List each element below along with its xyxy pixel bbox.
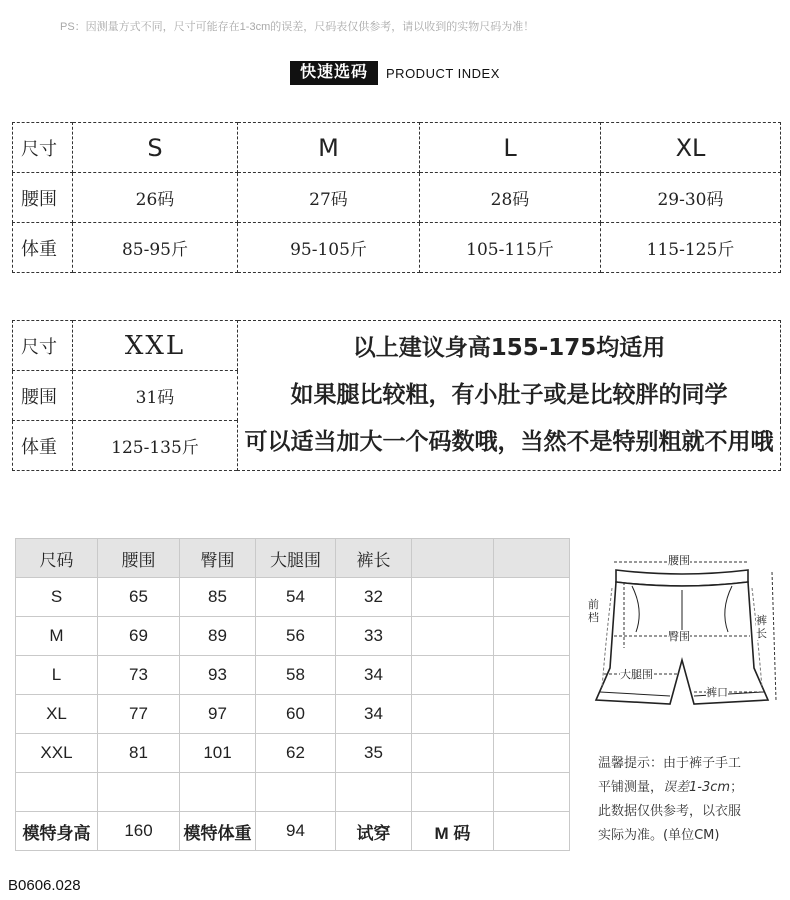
measurement-note: PS：因测量方式不同，尺寸可能存在1-3cm的误差，尺码表仅供参考，请以收到的实物尺码为准！: [60, 21, 535, 33]
cell: 73: [98, 656, 180, 695]
advice-line: 以上建议身高155-175均适用: [352, 335, 666, 361]
cell: [494, 617, 570, 656]
waist-cell: 28码: [420, 173, 601, 223]
cell: [494, 734, 570, 773]
weight-cell: 85-95斤: [73, 223, 238, 273]
advice-line: 如果腿比较粗，有小肚子或是比较胖的同学: [290, 382, 728, 408]
row-label: 体重: [13, 223, 73, 273]
row-label: 尺寸: [13, 123, 73, 173]
index-title-en: PRODUCT INDEX: [386, 65, 500, 81]
header-cell: 腰围: [98, 539, 180, 578]
cell: [494, 812, 570, 851]
table-row: [16, 734, 570, 773]
tip-text: 平铺测量，: [598, 780, 664, 795]
thigh-label: 大腿围: [620, 668, 653, 681]
table-row: [16, 773, 570, 812]
header-cell: 尺码: [16, 539, 98, 578]
cell: 81: [98, 734, 180, 773]
measurement-tip: [598, 752, 783, 848]
header-cell: 臀围: [180, 539, 256, 578]
table-row: [16, 617, 570, 656]
size-cell: XL: [601, 123, 781, 173]
cell: 58: [256, 656, 336, 695]
cell: [412, 617, 494, 656]
cell: L: [16, 656, 98, 695]
weight-cell: 105-115斤: [420, 223, 601, 273]
waist-cell: 27码: [238, 173, 420, 223]
hem-label: 裤口: [706, 686, 728, 699]
front-rise-label: 前档: [588, 598, 599, 624]
shorts-diagram: [582, 548, 782, 728]
size-cell: L: [420, 123, 601, 173]
cell: 89: [180, 617, 256, 656]
waist-cell: 31码: [73, 371, 238, 421]
cell: [98, 773, 180, 812]
size-advice: [238, 321, 781, 471]
cell: [16, 773, 98, 812]
weight-cell: 115-125斤: [601, 223, 781, 273]
cell: 56: [256, 617, 336, 656]
tip-error-range: 误差1-3cm: [663, 780, 731, 795]
tip-line: 实际为准。(单位CM): [598, 828, 720, 843]
table-row: [13, 123, 781, 173]
header-cell: [494, 539, 570, 578]
table-row: [13, 321, 781, 371]
waist-cell: 26码: [73, 173, 238, 223]
cell: 32: [336, 578, 412, 617]
cell: 69: [98, 617, 180, 656]
header-cell: 裤长: [336, 539, 412, 578]
cell: [494, 695, 570, 734]
cell: [336, 773, 412, 812]
cell: 33: [336, 617, 412, 656]
cell: [494, 656, 570, 695]
cell: 62: [256, 734, 336, 773]
quick-size-table: [12, 122, 781, 273]
cell: [494, 578, 570, 617]
cell: 34: [336, 656, 412, 695]
index-title-cn: 快速选码: [290, 61, 378, 85]
row-label: 体重: [13, 421, 73, 471]
tip-line: 此数据仅供参考，以衣服: [598, 804, 742, 819]
product-index-title: [290, 61, 500, 85]
cell: S: [16, 578, 98, 617]
fitting-size: M 码: [412, 812, 494, 851]
cell: 85: [180, 578, 256, 617]
model-row: [16, 812, 570, 851]
weight-cell: 125-135斤: [73, 421, 238, 471]
header-row: [16, 539, 570, 578]
table-row: [16, 656, 570, 695]
length-label: 裤长: [756, 614, 767, 640]
fitting-label: 试穿: [336, 812, 412, 851]
row-label: 腰围: [13, 371, 73, 421]
header-cell: [412, 539, 494, 578]
header-cell: 大腿围: [256, 539, 336, 578]
table-row: [16, 695, 570, 734]
size-cell: M: [238, 123, 420, 173]
tip-line: [598, 776, 783, 800]
cell: [412, 695, 494, 734]
cell: [256, 773, 336, 812]
table-row: [13, 223, 781, 273]
waist-cell: 29-30码: [601, 173, 781, 223]
cell: 77: [98, 695, 180, 734]
measurement-table: [15, 538, 570, 851]
cell: [412, 656, 494, 695]
model-weight-label: 模特体重: [180, 812, 256, 851]
cell: 93: [180, 656, 256, 695]
model-weight-value: 94: [256, 812, 336, 851]
cell: XL: [16, 695, 98, 734]
cell: 34: [336, 695, 412, 734]
table-row: [16, 578, 570, 617]
cell: [412, 734, 494, 773]
cell: 65: [98, 578, 180, 617]
hip-label: 臀围: [668, 630, 690, 643]
waist-label: 腰围: [668, 554, 690, 567]
row-label: 腰围: [13, 173, 73, 223]
cell: [180, 773, 256, 812]
cell: [412, 773, 494, 812]
cell: 101: [180, 734, 256, 773]
row-label: 尺寸: [13, 321, 73, 371]
cell: 54: [256, 578, 336, 617]
cell: [412, 578, 494, 617]
cell: 60: [256, 695, 336, 734]
cell: [494, 773, 570, 812]
cell: M: [16, 617, 98, 656]
weight-cell: 95-105斤: [238, 223, 420, 273]
advice-line: 可以适当加大一个码数哦，当然不是特别粗就不用哦: [244, 429, 774, 455]
model-height-value: 160: [98, 812, 180, 851]
cell: 97: [180, 695, 256, 734]
table-row: [13, 173, 781, 223]
model-height-label: 模特身高: [16, 812, 98, 851]
size-cell: S: [73, 123, 238, 173]
tip-line: 温馨提示：由于裤子手工: [598, 756, 742, 771]
cell: XXL: [16, 734, 98, 773]
size-cell: XXL: [73, 321, 238, 371]
product-code: B0606.028: [8, 877, 81, 894]
xxl-size-table: [12, 320, 781, 471]
tip-text: ；: [730, 780, 744, 795]
cell: 35: [336, 734, 412, 773]
